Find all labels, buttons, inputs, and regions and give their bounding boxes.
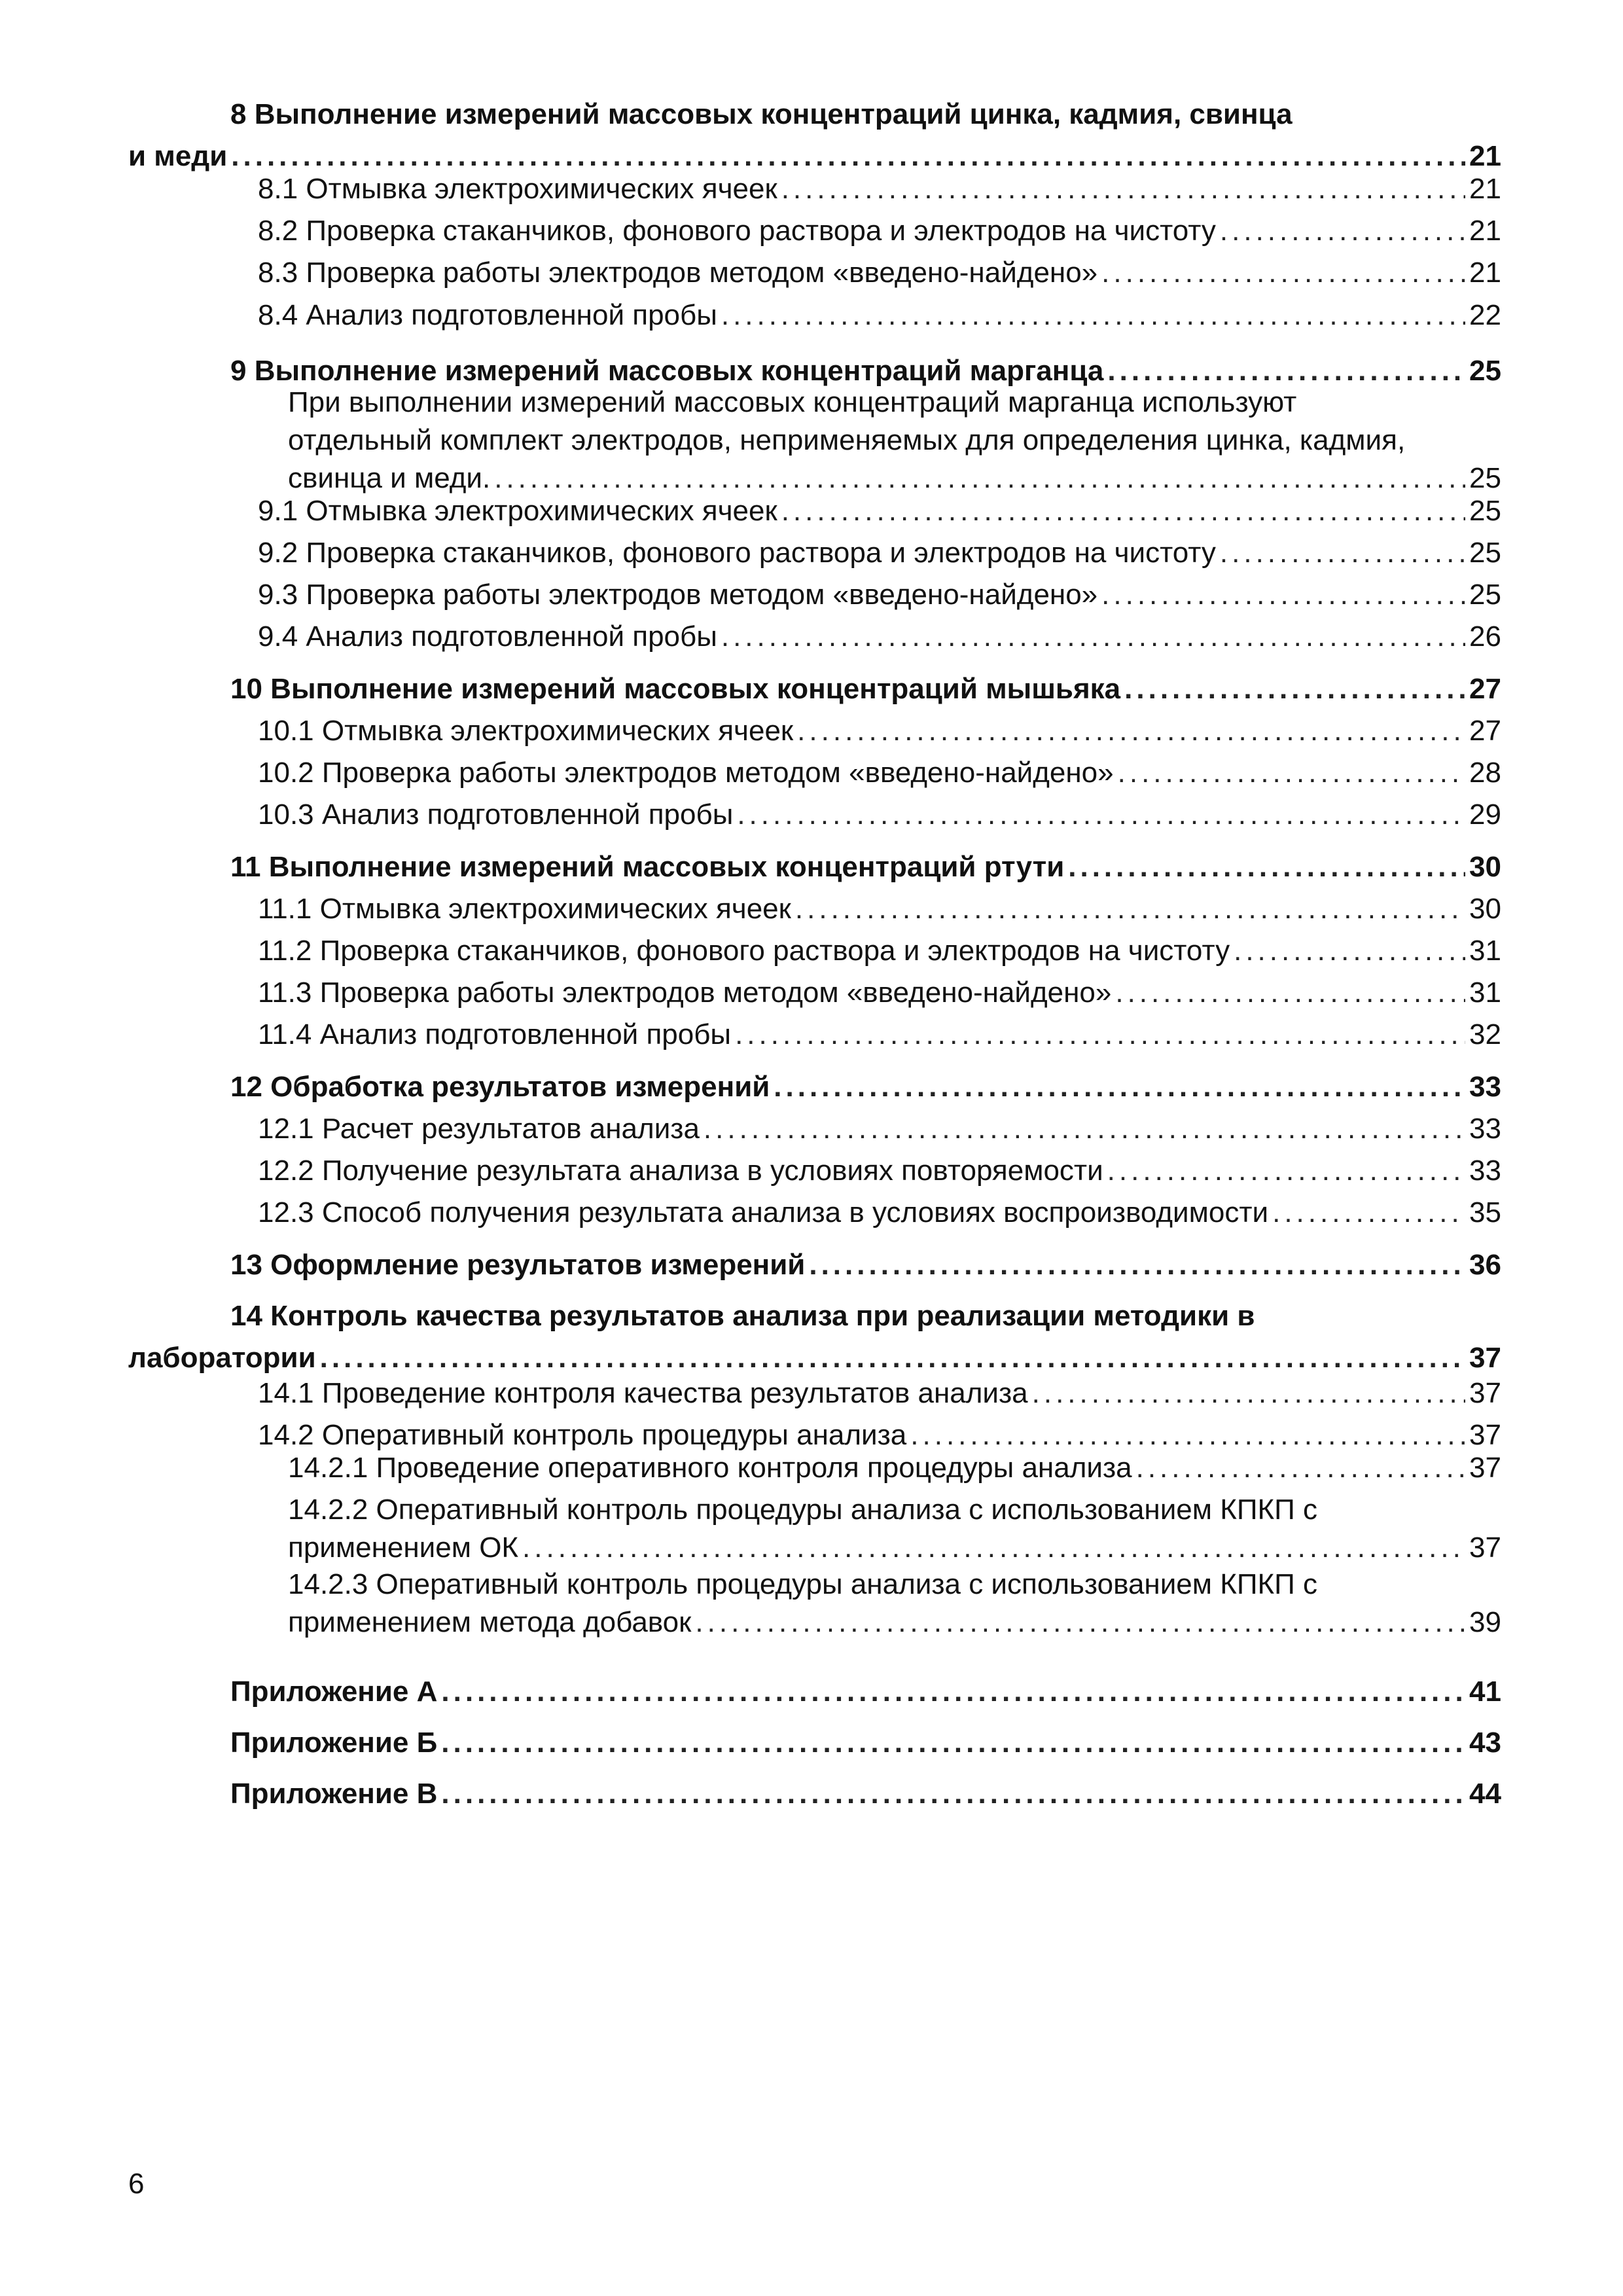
dot-leader — [910, 1419, 1465, 1452]
toc-entry-page: 44 — [1469, 1778, 1501, 1810]
toc-entry-title: 11.3 Проверка работы электродов методом «введено-найдено» — [258, 977, 1112, 1009]
toc-entry-page: 22 — [1469, 299, 1501, 331]
toc-entry-title: применением ОК — [288, 1532, 519, 1564]
toc-entry-title: отдельный комплект электродов, неприменяемых для определения цинка, кадмия, — [288, 424, 1406, 456]
toc-entry-title: 14.2.3 Оперативный контроль процедуры анализа с использованием КПКП с — [288, 1568, 1317, 1600]
dot-leader — [441, 1727, 1465, 1759]
toc-entry-title: лаборатории — [128, 1342, 316, 1374]
dot-leader — [795, 893, 1465, 925]
toc-entry-page: 30 — [1469, 851, 1501, 883]
toc-entry-page: 32 — [1469, 1018, 1501, 1050]
toc-entry-title: 11 Выполнение измерений массовых концентраций ртути — [230, 851, 1065, 883]
toc-entry-page: 25 — [1469, 537, 1501, 569]
toc-entry-title: 9.3 Проверка работы электродов методом «введено-найдено» — [258, 579, 1098, 611]
toc-entry-page: 21 — [1469, 215, 1501, 247]
toc-entry-title: 9.4 Анализ подготовленной пробы — [258, 620, 717, 653]
dot-leader — [721, 620, 1465, 653]
dot-leader — [721, 299, 1465, 332]
dot-leader — [1068, 851, 1465, 884]
toc-entry-title: 14.2.2 Оперативный контроль процедуры анализа с использованием КПКП с — [288, 1494, 1317, 1526]
toc-entry-title: 12 Обработка результатов измерений — [230, 1071, 770, 1103]
toc-entry-page: 28 — [1469, 757, 1501, 789]
dot-leader — [1124, 673, 1465, 706]
toc-entry-page: 27 — [1469, 715, 1501, 747]
toc-entry-title: 8 Выполнение измерений массовых концентраций цинка, кадмия, свинца — [230, 98, 1293, 130]
dot-leader — [231, 140, 1465, 173]
toc-entry-title: Приложение Б — [230, 1727, 438, 1759]
toc-entry-title: 11.4 Анализ подготовленной пробы — [258, 1018, 732, 1050]
toc-entry-title: 11.2 Проверка стаканчиков, фонового раствора и электродов на чистоту — [258, 935, 1230, 967]
dot-leader — [1107, 1155, 1465, 1187]
toc-entry-page: 39 — [1469, 1606, 1501, 1638]
dot-leader — [781, 495, 1465, 528]
dot-leader — [1101, 257, 1465, 289]
toc-entry-page: 25 — [1469, 495, 1501, 527]
toc-entry-title: 14 Контроль качества результатов анализа при реализации методики в — [230, 1300, 1255, 1332]
toc-entry-page: 37 — [1469, 1452, 1501, 1484]
dot-leader — [1220, 215, 1465, 247]
dot-leader — [522, 1532, 1465, 1564]
toc-entry-title: 8.3 Проверка работы электродов методом «введено-найдено» — [258, 257, 1098, 289]
toc-entry-title: Приложение В — [230, 1778, 438, 1810]
dot-leader — [1272, 1196, 1465, 1229]
dot-leader — [737, 798, 1465, 831]
dot-leader — [809, 1249, 1465, 1282]
toc-entry-title: и меди — [128, 140, 228, 172]
toc-entry-page: 33 — [1469, 1155, 1501, 1187]
toc-entry-page: 41 — [1469, 1676, 1501, 1708]
toc-entry-page: 37 — [1469, 1342, 1501, 1374]
toc-entry-title: 10.2 Проверка работы электродов методом «введено-найдено» — [258, 757, 1114, 789]
toc-entry-page: 31 — [1469, 977, 1501, 1009]
dot-leader — [781, 173, 1465, 206]
toc-entry-page: 26 — [1469, 620, 1501, 653]
toc-entry-page: 29 — [1469, 798, 1501, 831]
toc-entry-page: 33 — [1469, 1071, 1501, 1103]
toc-entry-page: 37 — [1469, 1419, 1501, 1451]
dot-leader — [735, 1018, 1465, 1051]
dot-leader — [1220, 537, 1465, 569]
toc-entry-title: Приложение А — [230, 1676, 438, 1708]
toc-entry-title: 8.4 Анализ подготовленной пробы — [258, 299, 717, 331]
toc-entry-title: 14.2 Оперативный контроль процедуры анализа — [258, 1419, 907, 1451]
toc-entry-title: применением метода добавок — [288, 1606, 692, 1638]
toc-entry-page: 30 — [1469, 893, 1501, 925]
toc-entry-title: 12.1 Расчет результатов анализа — [258, 1113, 700, 1145]
toc-entry-page: 21 — [1469, 257, 1501, 289]
dot-leader — [1101, 579, 1465, 611]
toc-entry-title: 8.1 Отмывка электрохимических ячеек — [258, 173, 777, 205]
toc-entry-page: 21 — [1469, 140, 1501, 172]
toc-entry-title: 8.2 Проверка стаканчиков, фонового раствора и электродов на чистоту — [258, 215, 1216, 247]
toc-entry-title: 12.3 Способ получения результата анализа в условиях воспроизводимости — [258, 1196, 1269, 1229]
dot-leader — [704, 1113, 1465, 1145]
toc-entry-page: 25 — [1469, 355, 1501, 387]
toc-entry-title: свинца и меди. — [288, 462, 491, 494]
toc-entry-page: 25 — [1469, 579, 1501, 611]
page-number: 6 — [128, 2168, 145, 2200]
toc-entry-title: 12.2 Получение результата анализа в условиях повторяемости — [258, 1155, 1103, 1187]
dot-leader — [320, 1342, 1465, 1374]
dot-leader — [1234, 935, 1465, 967]
toc-entry-page: 27 — [1469, 673, 1501, 705]
toc-entry-title: 14.2.1 Проведение оперативного контроля процедуры анализа — [288, 1452, 1132, 1484]
toc-entry-title: 13 Оформление результатов измерений — [230, 1249, 806, 1281]
toc-entry-page: 37 — [1469, 1532, 1501, 1564]
dot-leader — [774, 1071, 1465, 1103]
toc-entry-title: 11.1 Отмывка электрохимических ячеек — [258, 893, 791, 925]
toc-entry-title: 14.1 Проведение контроля качества результатов анализа — [258, 1377, 1028, 1409]
toc-entry-page: 21 — [1469, 173, 1501, 205]
toc-entry-page: 36 — [1469, 1249, 1501, 1281]
dot-leader — [441, 1676, 1465, 1708]
dot-leader — [1032, 1377, 1465, 1410]
dot-leader — [1136, 1452, 1465, 1484]
toc-entry-title: 9.2 Проверка стаканчиков, фонового раствора и электродов на чистоту — [258, 537, 1216, 569]
toc-entry-title: При выполнении измерений массовых концентраций марганца используют — [288, 386, 1297, 418]
dot-leader — [1115, 977, 1465, 1009]
toc-entry-title: 10.3 Анализ подготовленной пробы — [258, 798, 734, 831]
toc-entry-page: 37 — [1469, 1377, 1501, 1409]
dot-leader — [797, 715, 1465, 747]
dot-leader — [441, 1778, 1465, 1810]
toc-entry-title: 9.1 Отмывка электрохимических ячеек — [258, 495, 777, 527]
toc-entry-title: 10.1 Отмывка электрохимических ячеек — [258, 715, 794, 747]
toc-entry-page: 35 — [1469, 1196, 1501, 1229]
toc-entry-page: 33 — [1469, 1113, 1501, 1145]
dot-leader — [695, 1606, 1465, 1639]
toc-entry-page: 25 — [1469, 462, 1501, 494]
dot-leader — [1107, 355, 1465, 387]
toc-entry-title: 10 Выполнение измерений массовых концентраций мышьяка — [230, 673, 1121, 705]
toc-entry-page: 43 — [1469, 1727, 1501, 1759]
toc-entry-page: 31 — [1469, 935, 1501, 967]
dot-leader — [494, 462, 1465, 495]
dot-leader — [1118, 757, 1465, 789]
toc-entry-title: 9 Выполнение измерений массовых концентраций марганца — [230, 355, 1104, 387]
